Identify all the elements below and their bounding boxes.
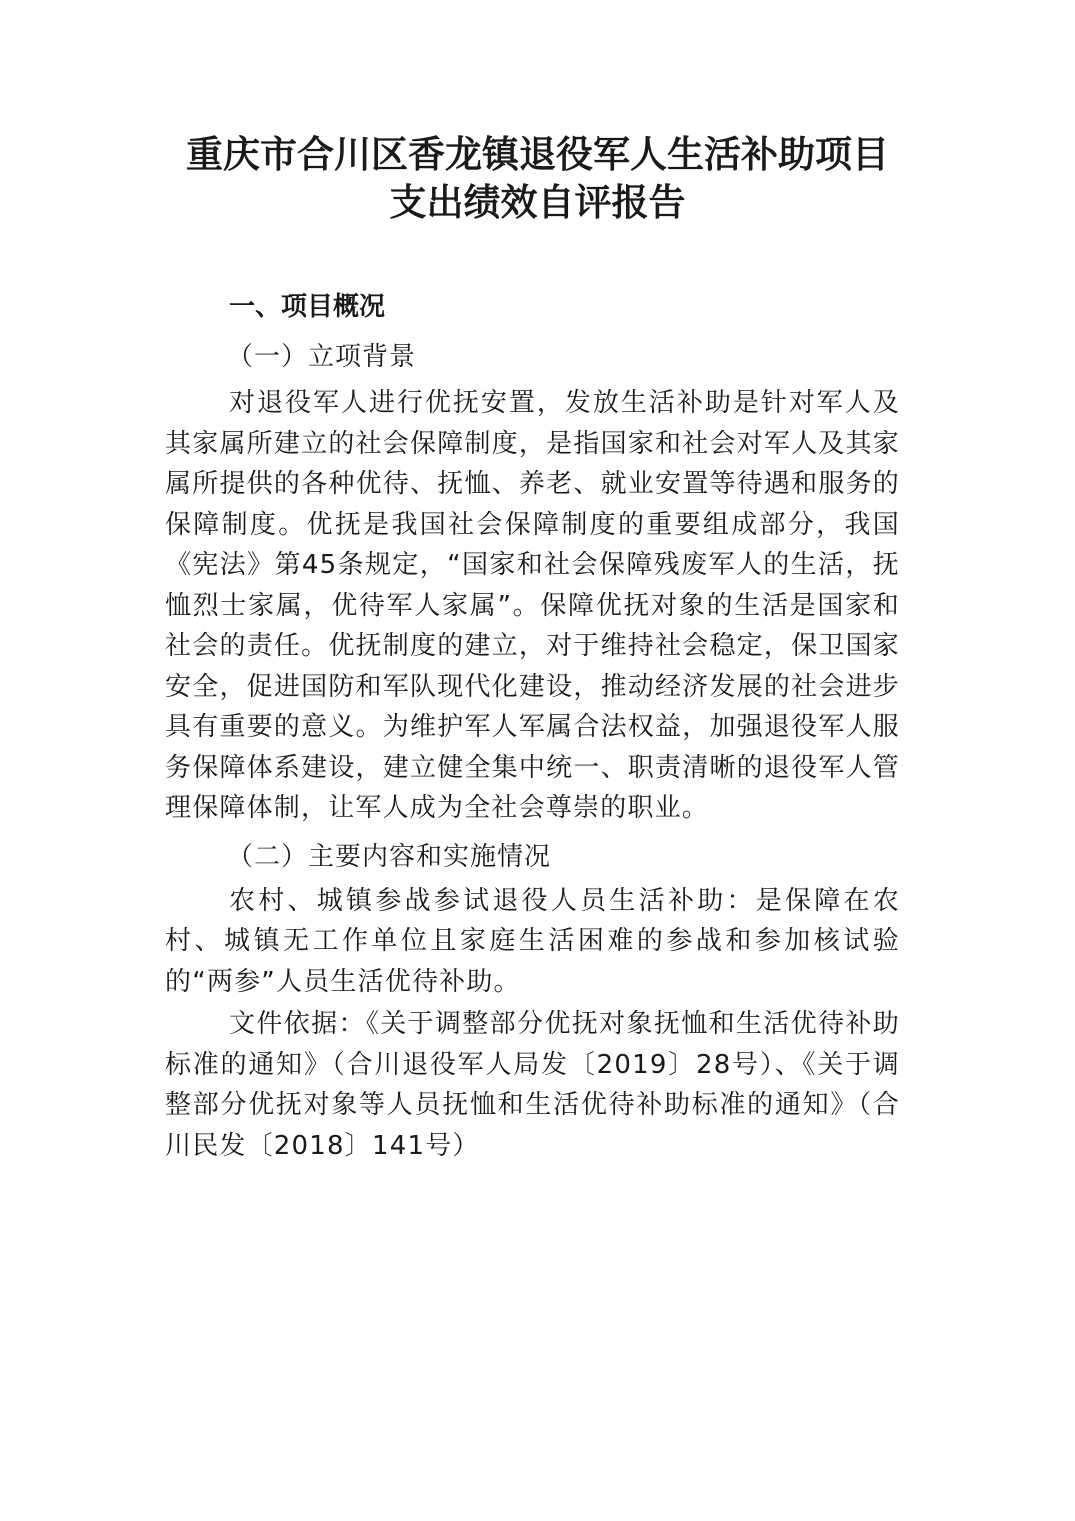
subsection-heading-background: （一）立项背景: [227, 342, 417, 372]
paragraph-subsidy-description: 农村、城镇参战参试退役人员生活补助：是保障在农村、城镇无工作单位且家庭生活困难的参战和参加核试验的“两参”人员生活优待补助。: [165, 885, 900, 997]
subsection-heading-content-implementation: （二）主要内容和实施情况: [227, 841, 552, 872]
document-body: [165, 285, 900, 1166]
paragraph-background: 对退役军人进行优抚安置，发放生活补助是针对军人及其家属所建立的社会保障制度，是指国家和社会对军人及其家属所提供的各种优待、抚恤、养老、就业安置等待遇和服务的保障制度。优抚是我国社会保障制度的重要组成部分，我国《宪法》第45条规定，“国家和社会保障残废军人的生活，抚恤烈士家属，优待军人家属”。保障优抚对象的生活是国家和社会的责任。优抚制度的建立，对于维持社会稳定，保卫国家安全，促进国防和军队现代化建设，推动经济发展的社会进步具有重要的意义。为维护军人军属合法权益，加强退役军人服务保障体系建设，建立健全集中统一、职责清晰的退役军人管理保障体制，让军人成为全社会尊崇的职业。: [165, 388, 900, 823]
paragraph-document-basis: 文件依据：《关于调整部分优抚对象抚恤和生活优待补助标准的通知》（合川退役军人局发〔2019〕28号）、《关于调整部分优抚对象等人员抚恤和生活优待补助标准的通知》（合川民发〔2018〕141号）: [165, 1009, 900, 1161]
title-line-1: 重庆市合川区香龙镇退役军人生活补助项目: [186, 132, 889, 176]
document-title: [150, 130, 925, 226]
title-line-2: 支出绩效自评报告: [389, 180, 686, 224]
section-heading-project-overview: 一、项目概况: [229, 292, 386, 322]
